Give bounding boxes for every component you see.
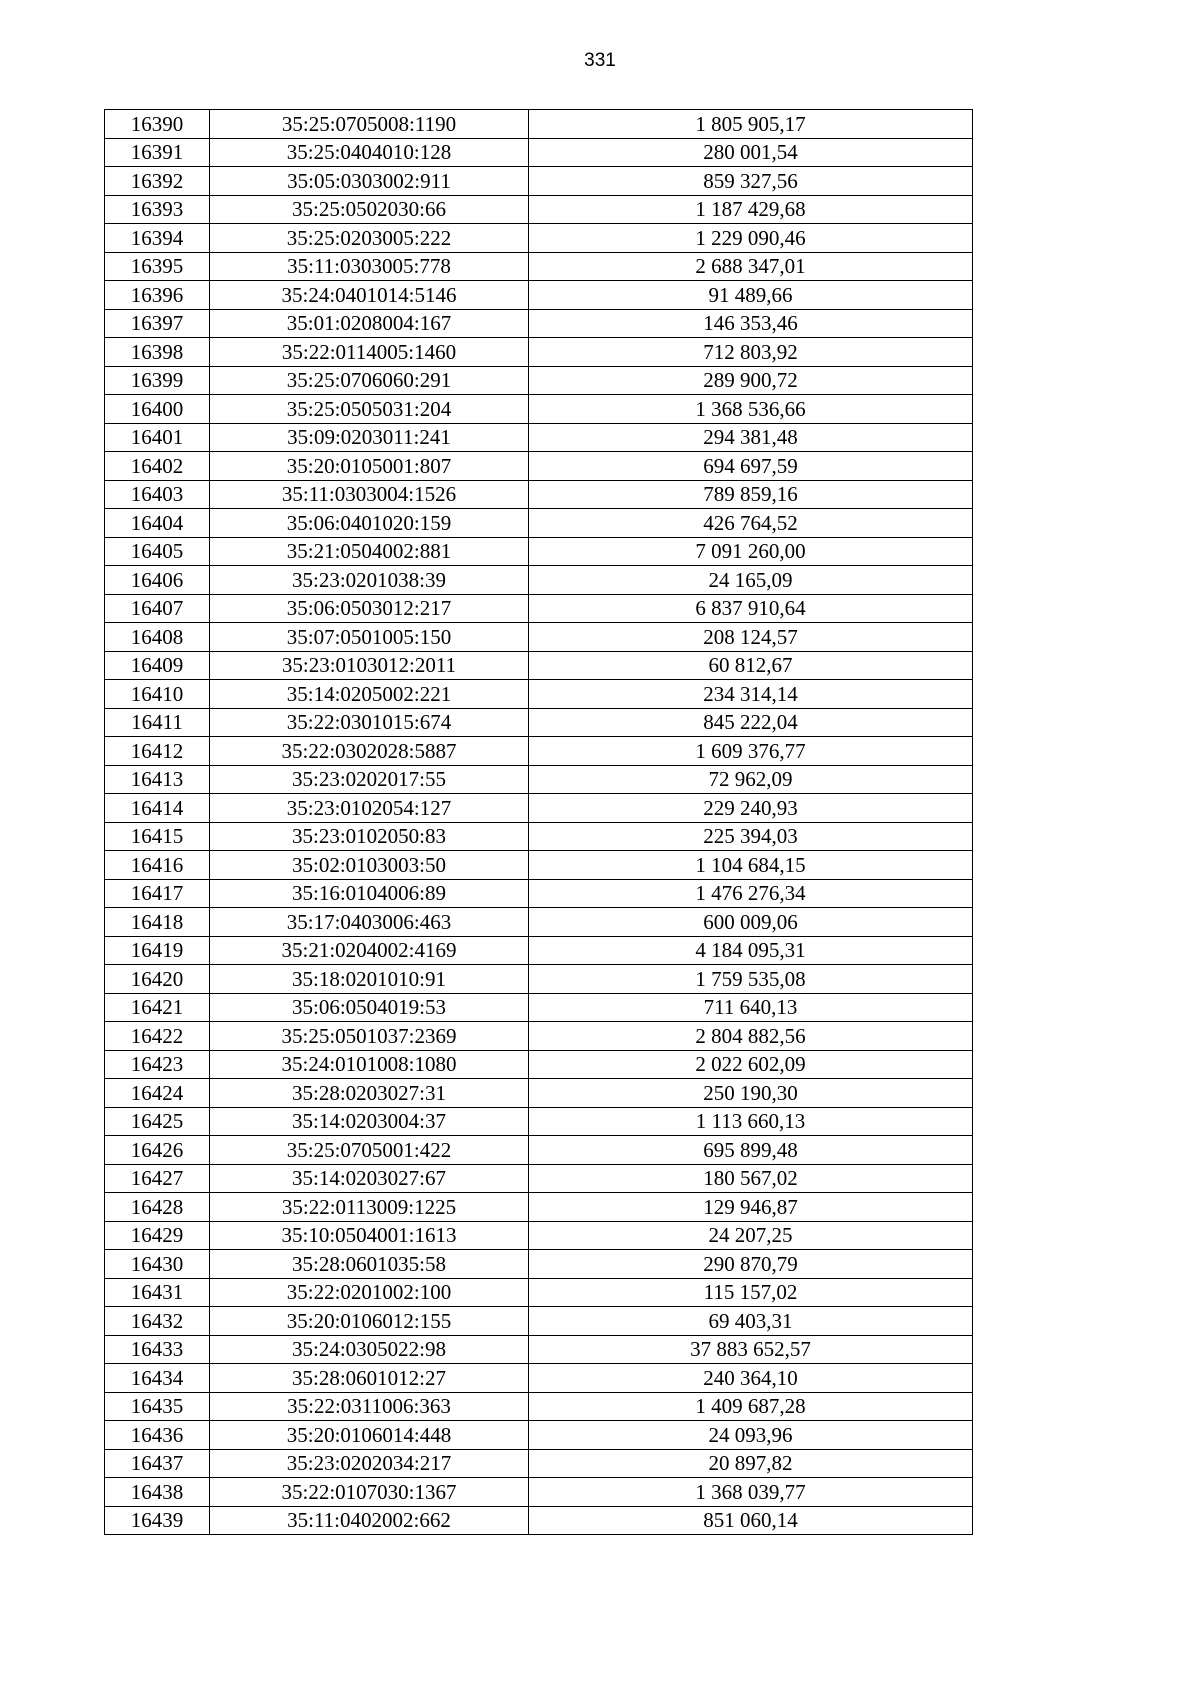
cadastral-number-cell: 35:06:0504019:53 xyxy=(210,993,529,1022)
cadastral-number-cell: 35:11:0303005:778 xyxy=(210,252,529,281)
table-row xyxy=(105,480,973,509)
cadastral-number-cell: 35:22:0113009:1225 xyxy=(210,1193,529,1222)
cadastral-number-cell: 35:25:0705008:1190 xyxy=(210,110,529,139)
cadastral-number-cell: 35:22:0302028:5887 xyxy=(210,737,529,766)
cadastral-value-cell: 229 240,93 xyxy=(529,794,973,823)
cadastral-value-cell: 1 368 536,66 xyxy=(529,395,973,424)
cadastral-number-cell: 35:07:0501005:150 xyxy=(210,623,529,652)
row-number-cell: 16410 xyxy=(105,680,210,709)
cadastral-value-cell: 1 409 687,28 xyxy=(529,1392,973,1421)
cadastral-value-cell: 24 093,96 xyxy=(529,1421,973,1450)
row-number-cell: 16391 xyxy=(105,138,210,167)
row-number-cell: 16396 xyxy=(105,281,210,310)
table-row xyxy=(105,1478,973,1507)
cadastral-number-cell: 35:23:0103012:2011 xyxy=(210,651,529,680)
row-number-cell: 16402 xyxy=(105,452,210,481)
cadastral-value-cell: 851 060,14 xyxy=(529,1506,973,1535)
cadastral-value-cell: 695 899,48 xyxy=(529,1136,973,1165)
table-row xyxy=(105,794,973,823)
row-number-cell: 16414 xyxy=(105,794,210,823)
row-number-cell: 16406 xyxy=(105,566,210,595)
table-row xyxy=(105,879,973,908)
cadastral-number-cell: 35:25:0502030:66 xyxy=(210,195,529,224)
cadastral-number-cell: 35:20:0106012:155 xyxy=(210,1307,529,1336)
table-row xyxy=(105,1364,973,1393)
cadastral-value-cell: 2 804 882,56 xyxy=(529,1022,973,1051)
cadastral-value-cell: 115 157,02 xyxy=(529,1278,973,1307)
row-number-cell: 16397 xyxy=(105,309,210,338)
table-row xyxy=(105,1278,973,1307)
cadastral-value-cell: 1 113 660,13 xyxy=(529,1107,973,1136)
cadastral-value-cell: 240 364,10 xyxy=(529,1364,973,1393)
cadastral-value-cell: 1 759 535,08 xyxy=(529,965,973,994)
row-number-cell: 16436 xyxy=(105,1421,210,1450)
cadastral-value-cell: 1 187 429,68 xyxy=(529,195,973,224)
cadastral-value-cell: 859 327,56 xyxy=(529,167,973,196)
table-row xyxy=(105,1079,973,1108)
cadastral-value-cell: 6 837 910,64 xyxy=(529,594,973,623)
cadastral-value-cell: 1 609 376,77 xyxy=(529,737,973,766)
row-number-cell: 16394 xyxy=(105,224,210,253)
table-row xyxy=(105,195,973,224)
row-number-cell: 16401 xyxy=(105,423,210,452)
cadastral-number-cell: 35:23:0102054:127 xyxy=(210,794,529,823)
table-row xyxy=(105,651,973,680)
table-row xyxy=(105,509,973,538)
cadastral-value-cell: 7 091 260,00 xyxy=(529,537,973,566)
cadastral-value-cell: 694 697,59 xyxy=(529,452,973,481)
row-number-cell: 16395 xyxy=(105,252,210,281)
cadastral-number-cell: 35:20:0105001:807 xyxy=(210,452,529,481)
table-row xyxy=(105,566,973,595)
cadastral-value-cell: 1 476 276,34 xyxy=(529,879,973,908)
cadastral-number-cell: 35:14:0205002:221 xyxy=(210,680,529,709)
cadastral-value-cell: 208 124,57 xyxy=(529,623,973,652)
row-number-cell: 16428 xyxy=(105,1193,210,1222)
row-number-cell: 16419 xyxy=(105,936,210,965)
cadastral-value-cell: 600 009,06 xyxy=(529,908,973,937)
cadastral-number-cell: 35:02:0103003:50 xyxy=(210,851,529,880)
cadastral-number-cell: 35:11:0402002:662 xyxy=(210,1506,529,1535)
table-row xyxy=(105,1107,973,1136)
table-row xyxy=(105,822,973,851)
cadastral-number-cell: 35:25:0501037:2369 xyxy=(210,1022,529,1051)
table-row xyxy=(105,537,973,566)
cadastral-number-cell: 35:17:0403006:463 xyxy=(210,908,529,937)
table-row xyxy=(105,1136,973,1165)
cadastral-number-cell: 35:25:0505031:204 xyxy=(210,395,529,424)
table-row xyxy=(105,1022,973,1051)
row-number-cell: 16435 xyxy=(105,1392,210,1421)
cadastral-number-cell: 35:20:0106014:448 xyxy=(210,1421,529,1450)
table-row xyxy=(105,252,973,281)
cadastral-value-cell: 289 900,72 xyxy=(529,366,973,395)
cadastral-number-cell: 35:23:0202034:217 xyxy=(210,1449,529,1478)
cadastral-number-cell: 35:28:0203027:31 xyxy=(210,1079,529,1108)
table-row xyxy=(105,366,973,395)
cadastral-number-cell: 35:28:0601035:58 xyxy=(210,1250,529,1279)
cadastral-number-cell: 35:23:0102050:83 xyxy=(210,822,529,851)
cadastral-number-cell: 35:24:0305022:98 xyxy=(210,1335,529,1364)
row-number-cell: 16390 xyxy=(105,110,210,139)
table-row xyxy=(105,167,973,196)
row-number-cell: 16415 xyxy=(105,822,210,851)
row-number-cell: 16409 xyxy=(105,651,210,680)
table-row xyxy=(105,338,973,367)
cadastral-value-cell: 69 403,31 xyxy=(529,1307,973,1336)
cadastral-number-cell: 35:21:0204002:4169 xyxy=(210,936,529,965)
cadastral-value-cell: 91 489,66 xyxy=(529,281,973,310)
table-row xyxy=(105,138,973,167)
cadastral-value-cell: 2 022 602,09 xyxy=(529,1050,973,1079)
row-number-cell: 16425 xyxy=(105,1107,210,1136)
cadastral-value-cell: 845 222,04 xyxy=(529,708,973,737)
table-row xyxy=(105,1164,973,1193)
cadastral-number-cell: 35:18:0201010:91 xyxy=(210,965,529,994)
table-body xyxy=(105,110,973,1535)
table-row xyxy=(105,395,973,424)
table-row xyxy=(105,1392,973,1421)
table-row xyxy=(105,1050,973,1079)
cadastral-number-cell: 35:23:0201038:39 xyxy=(210,566,529,595)
row-number-cell: 16400 xyxy=(105,395,210,424)
table-row xyxy=(105,594,973,623)
row-number-cell: 16430 xyxy=(105,1250,210,1279)
row-number-cell: 16407 xyxy=(105,594,210,623)
table-row xyxy=(105,1307,973,1336)
table-row xyxy=(105,623,973,652)
table-row xyxy=(105,765,973,794)
row-number-cell: 16392 xyxy=(105,167,210,196)
cadastral-value-table xyxy=(104,109,973,1535)
row-number-cell: 16411 xyxy=(105,708,210,737)
cadastral-number-cell: 35:25:0404010:128 xyxy=(210,138,529,167)
cadastral-value-cell: 1 229 090,46 xyxy=(529,224,973,253)
cadastral-number-cell: 35:14:0203027:67 xyxy=(210,1164,529,1193)
table-row xyxy=(105,1250,973,1279)
cadastral-number-cell: 35:25:0706060:291 xyxy=(210,366,529,395)
cadastral-value-cell: 1 805 905,17 xyxy=(529,110,973,139)
cadastral-value-cell: 60 812,67 xyxy=(529,651,973,680)
row-number-cell: 16416 xyxy=(105,851,210,880)
cadastral-value-cell: 4 184 095,31 xyxy=(529,936,973,965)
cadastral-number-cell: 35:05:0303002:911 xyxy=(210,167,529,196)
row-number-cell: 16426 xyxy=(105,1136,210,1165)
table-row xyxy=(105,224,973,253)
row-number-cell: 16424 xyxy=(105,1079,210,1108)
cadastral-number-cell: 35:25:0705001:422 xyxy=(210,1136,529,1165)
cadastral-value-cell: 294 381,48 xyxy=(529,423,973,452)
cadastral-number-cell: 35:14:0203004:37 xyxy=(210,1107,529,1136)
cadastral-value-cell: 146 353,46 xyxy=(529,309,973,338)
cadastral-value-cell: 180 567,02 xyxy=(529,1164,973,1193)
page-number: 331 xyxy=(584,50,616,71)
cadastral-number-cell: 35:06:0401020:159 xyxy=(210,509,529,538)
row-number-cell: 16418 xyxy=(105,908,210,937)
cadastral-number-cell: 35:24:0101008:1080 xyxy=(210,1050,529,1079)
cadastral-number-cell: 35:22:0301015:674 xyxy=(210,708,529,737)
cadastral-number-cell: 35:23:0202017:55 xyxy=(210,765,529,794)
cadastral-number-cell: 35:01:0208004:167 xyxy=(210,309,529,338)
row-number-cell: 16412 xyxy=(105,737,210,766)
cadastral-number-cell: 35:06:0503012:217 xyxy=(210,594,529,623)
row-number-cell: 16399 xyxy=(105,366,210,395)
row-number-cell: 16421 xyxy=(105,993,210,1022)
table-row xyxy=(105,309,973,338)
cadastral-number-cell: 35:09:0203011:241 xyxy=(210,423,529,452)
cadastral-value-cell: 129 946,87 xyxy=(529,1193,973,1222)
row-number-cell: 16408 xyxy=(105,623,210,652)
cadastral-value-cell: 37 883 652,57 xyxy=(529,1335,973,1364)
cadastral-value-cell: 1 368 039,77 xyxy=(529,1478,973,1507)
cadastral-value-cell: 234 314,14 xyxy=(529,680,973,709)
cadastral-value-cell: 712 803,92 xyxy=(529,338,973,367)
cadastral-number-cell: 35:16:0104006:89 xyxy=(210,879,529,908)
table-row xyxy=(105,965,973,994)
cadastral-number-cell: 35:28:0601012:27 xyxy=(210,1364,529,1393)
row-number-cell: 16417 xyxy=(105,879,210,908)
table-row xyxy=(105,936,973,965)
table-row xyxy=(105,1335,973,1364)
row-number-cell: 16398 xyxy=(105,338,210,367)
cadastral-value-cell: 72 962,09 xyxy=(529,765,973,794)
cadastral-value-cell: 20 897,82 xyxy=(529,1449,973,1478)
row-number-cell: 16434 xyxy=(105,1364,210,1393)
cadastral-value-cell: 1 104 684,15 xyxy=(529,851,973,880)
table-row xyxy=(105,680,973,709)
cadastral-value-cell: 290 870,79 xyxy=(529,1250,973,1279)
table-row xyxy=(105,1221,973,1250)
table-row xyxy=(105,1421,973,1450)
cadastral-number-cell: 35:10:0504001:1613 xyxy=(210,1221,529,1250)
cadastral-value-cell: 2 688 347,01 xyxy=(529,252,973,281)
table-row xyxy=(105,851,973,880)
row-number-cell: 16429 xyxy=(105,1221,210,1250)
row-number-cell: 16427 xyxy=(105,1164,210,1193)
row-number-cell: 16403 xyxy=(105,480,210,509)
cadastral-value-cell: 250 190,30 xyxy=(529,1079,973,1108)
cadastral-number-cell: 35:25:0203005:222 xyxy=(210,224,529,253)
row-number-cell: 16432 xyxy=(105,1307,210,1336)
row-number-cell: 16439 xyxy=(105,1506,210,1535)
table-row xyxy=(105,708,973,737)
row-number-cell: 16438 xyxy=(105,1478,210,1507)
cadastral-number-cell: 35:21:0504002:881 xyxy=(210,537,529,566)
table-row xyxy=(105,423,973,452)
table-row xyxy=(105,1449,973,1478)
row-number-cell: 16405 xyxy=(105,537,210,566)
cadastral-value-cell: 280 001,54 xyxy=(529,138,973,167)
cadastral-value-cell: 789 859,16 xyxy=(529,480,973,509)
table-row xyxy=(105,993,973,1022)
cadastral-value-cell: 24 165,09 xyxy=(529,566,973,595)
table-row xyxy=(105,1193,973,1222)
row-number-cell: 16393 xyxy=(105,195,210,224)
cadastral-number-cell: 35:22:0201002:100 xyxy=(210,1278,529,1307)
row-number-cell: 16423 xyxy=(105,1050,210,1079)
table-row xyxy=(105,281,973,310)
cadastral-number-cell: 35:22:0114005:1460 xyxy=(210,338,529,367)
cadastral-value-cell: 24 207,25 xyxy=(529,1221,973,1250)
cadastral-value-cell: 711 640,13 xyxy=(529,993,973,1022)
cadastral-number-cell: 35:22:0311006:363 xyxy=(210,1392,529,1421)
cadastral-number-cell: 35:11:0303004:1526 xyxy=(210,480,529,509)
table-row xyxy=(105,908,973,937)
row-number-cell: 16433 xyxy=(105,1335,210,1364)
row-number-cell: 16437 xyxy=(105,1449,210,1478)
table-row xyxy=(105,452,973,481)
cadastral-value-cell: 225 394,03 xyxy=(529,822,973,851)
table-row xyxy=(105,110,973,139)
row-number-cell: 16420 xyxy=(105,965,210,994)
row-number-cell: 16413 xyxy=(105,765,210,794)
row-number-cell: 16404 xyxy=(105,509,210,538)
table-row xyxy=(105,737,973,766)
cadastral-value-cell: 426 764,52 xyxy=(529,509,973,538)
cadastral-number-cell: 35:24:0401014:5146 xyxy=(210,281,529,310)
cadastral-number-cell: 35:22:0107030:1367 xyxy=(210,1478,529,1507)
table-row xyxy=(105,1506,973,1535)
row-number-cell: 16431 xyxy=(105,1278,210,1307)
row-number-cell: 16422 xyxy=(105,1022,210,1051)
